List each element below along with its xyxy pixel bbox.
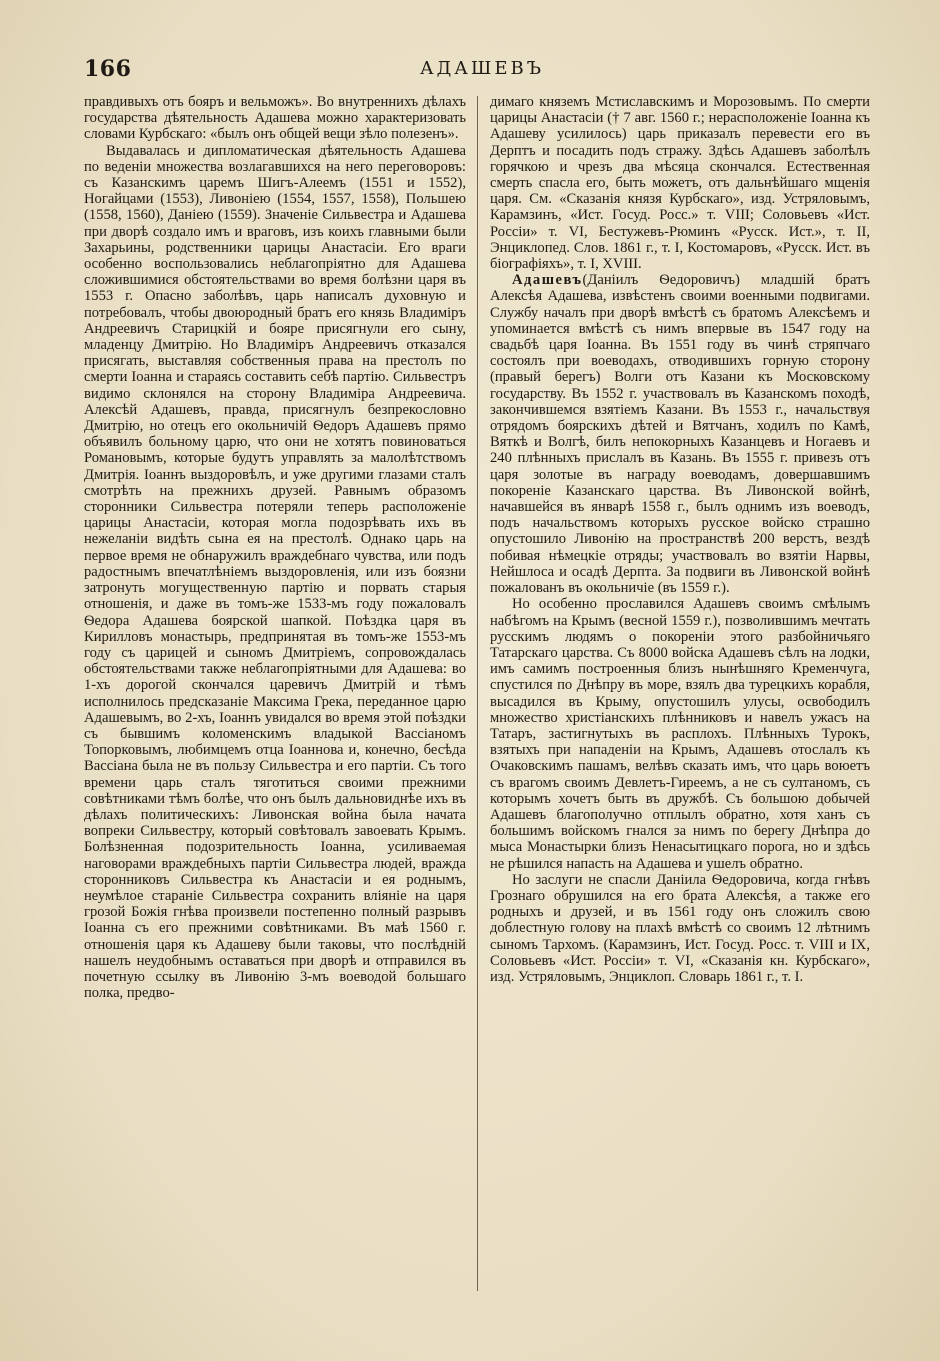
right-paragraph-2: младшій братъ Алексѣя Адашева, извѣстенъ своими военными подвигами. Службу началъ при дворѣ вмѣстѣ съ братомъ Алексѣемъ и упоминается вмѣстѣ съ нимъ впервые въ 1547 году на свадьбѣ царя Іоанна. Въ 1551 году въ чинѣ стряпчаго состоялъ при воеводахъ, отводившихъ горную сторону (правый берегъ) Волги отъ Казани къ Московскому государству. Въ 1552 г. участвовалъ въ Казанскомъ походѣ, закончившемся взятіемъ Казани. Въ 1553 г., начальствуя отрядомъ боярскихъ дѣтей и Вятчанъ, ходилъ по Камѣ, Вяткѣ и Волгѣ, билъ непокорныхъ Казанцевъ и Ногаевъ и 240 плѣнныхъ прислалъ въ Казань. Въ 1555 г. привезъ отъ царя золотые въ награду воеводамъ, довершавшимъ покореніе Казанскаго царства. Въ Ливонской войнѣ, начавшейся въ январѣ 1558 г., былъ однимъ изъ воеводъ, подъ начальствомъ которыхъ русское войско страшно опустошило Ливонію на пространствѣ 200 верстъ, вездѣ побивая нѣмецкіе отряды; участвовалъ во взятіи Нарвы, Нейшлоса и осадѣ Дерпта. За подвиги въ Ливонской войнѣ пожалованъ въ окольничіе (въ 1559 г.). [490, 272, 870, 597]
column-divider [477, 96, 478, 1291]
right-paragraph-3: Но особенно прославился Адашевъ своимъ смѣлымъ набѣгомъ на Крымъ (весной 1559 г.), позволившимъ мечтать русскимъ людямъ о покореніи этого разбойничьяго Татарскаго царства. Съ 8000 войска Адашевъ сѣлъ на лодки, имъ самимъ построенныя близъ нынѣшняго Кременчуга, спустился по Днѣпру въ море, взялъ два турецкихъ корабля, высадился въ Крыму, опустошилъ улусы, освободилъ множество христіанскихъ плѣнниковъ и навелъ ужасъ на Татаръ, застигнутыхъ въ расплохъ. Плѣнныхъ Турокъ, взятыхъ при нападеніи на Крымъ, Адашевъ отослалъ къ Очаковскимъ пашамъ, велѣвъ сказать имъ, что царь воюетъ съ врагомъ своимъ Девлетъ-Гиреемъ, а не съ султаномъ, съ которымъ хочетъ быть въ дружбѣ. Съ большою добычей Адашевъ благополучно отплылъ обратно, хотя ханъ съ большимъ войскомъ гнался за нимъ по берегу Днѣпра до мыса Монастырки близъ Ненасытицкаго порога, но и здѣсь не рѣшился напасть на Адашева и ушелъ обратно. [490, 596, 870, 872]
running-head: АДАШЕВЪ [419, 58, 545, 79]
right-paragraph-4: Но заслуги не спасли Даніила Ѳедоровича, когда гнѣвъ Грознаго обрушился на его брата Алексѣя, а также его родныхъ и друзей, и въ 1561 году онъ сложилъ свою доблестную голову на плахѣ вмѣстѣ со своимъ 12 лѣтнимъ сыномъ Тархомъ. (Карамзинъ, Ист. Госуд. Росс. т. VIII и IX, Соловьевъ «Ист. Россіи» т. VI, «Сказанія кн. Курбскаго», изд. Устряловымъ, Энциклоп. Словарь 1861 г., т. I. [490, 871, 870, 985]
left-paragraph-1: правдивыхъ отъ бояръ и вельможъ». Во внутреннихъ дѣлахъ государства дѣятельность Адашева можно характеризовать словами Курбскаго: «былъ онъ общей вещи зѣло полезенъ». [84, 94, 466, 143]
right-column [490, 94, 870, 1301]
page-header [84, 56, 880, 86]
entry-adashev-daniil [490, 272, 870, 596]
left-column [84, 94, 466, 1301]
entry-subtitle: (Даніилъ Ѳедоровичъ) [582, 272, 740, 289]
left-paragraph-2: Выдавалась и дипломатическая дѣятельность Адашева по веденіи множества возлагавшихся на него переговоровъ: съ Казанскимъ царемъ Шигъ-Алеемъ (1551 и 1552), Ногайцами (1553), Ливоніею (1554, 1557, 1558), Польшею (1558, 1560), Даніею (1559). Значеніе Сильвестра и Адашева при дворѣ создало имъ и враговъ, изъ коихъ главными были Захарьины, родственники царицы Анастасіи. Его враги особенно воспользовались неблагопріятно для Адашева сложившимися обстоятельствами во время болѣзни царя въ 1553 г. Опасно заболѣвъ, царь написалъ духовную и потребовалъ, чтобы двоюродный братъ его князь Владиміръ Андреевичъ Старицкій и бояре присягнули его сыну, младенцу Дмитрію. Но Владиміръ Андреевичъ отказался присягать, выставляя собственныя права на престолъ по смерти Іоанна и стараясь составить себѣ партію. Сильвестръ видимо склонялся на сторону Владиміра Андреевича. Алексѣй Адашевъ, правда, присягнулъ безпрекословно Дмитрію, но отецъ его окольничій Ѳедоръ Адашевъ прямо объявилъ больному царю, что они не хотятъ повиноваться Романовымъ, которые будутъ управлять за малолѣтствомъ Дмитрія. Іоаннъ выздоровѣлъ, и уже другими глазами сталъ смотрѣть на прежнихъ друзей. Равнымъ образомъ сторонники Сильвестра потеряли теперь расположеніе царицы Анастасіи, которая могла подозрѣвать ихъ въ нежеланіи видѣть сына ея на престолѣ. Однако царь на первое время не обнаружилъ враждебнаго чувства, или подъ радостнымъ впечатлѣніемъ выздоровленія, или изъ боязни затронуть могущественную партію и порвать старыя отношенія, и даже въ томъ-же 1533-мъ году пожаловалъ Ѳедора Адашева боярской шапкой. Поѣздка царя въ Кирилловъ монастырь, предпринятая въ томъ-же 1553-мъ году съ царицей и сыномъ Дмитріемъ, сопровождалась обстоятельствами также неблагопріятными для Адашева: во 1-хъ дорогой скончался царевичъ Дмитрій и тѣмъ исполнилось предсказаніе Максима Грека, переданное царю Адашевымъ, во 2-хъ, Іоаннъ увидался во время этой поѣздки съ бывшимъ коломенскимъ владыкой Вассіаномъ Топорковымъ, любимцемъ отца Іоаннова и, конечно, бесѣда Вассіана была не въ пользу Сильвестра и его партіи. Съ того времени царь сталъ тяготиться своими прежними совѣтниками тѣмъ болѣе, что онъ былъ дальновиднѣе ихъ въ дѣлахъ политическихъ: Ливонская война была начата вопреки Сильвестру, который совѣтовалъ завоевать Крымъ. Болѣзненная подозрительность Іоанна, усиливаемая наговорами враждебныхъ партіи Сильвестра людей, вражда сторонниковъ Сильвестра къ Анастасіи и ея роднымъ, неумѣлое стараніе Сильвестра сохранить вліяніе на царя грозой Божія гнѣва произвели постепенно полный разрывъ Іоанна съ его прежними совѣтниками. Въ маѣ 1560 г. отношенія царя къ Адашеву были таковы, что послѣдній нашелъ неудобнымъ оставаться при дворѣ и отправился въ почетную ссылку въ Ливонію 3-мъ воеводой большаго полка, предво- [84, 142, 466, 1002]
right-paragraph-1: димаго княземъ Мстиславскимъ и Морозовымъ. По смерти царицы Анастасіи († 7 авг. 1560 г.; нерасположеніе Іоанна къ Адашеву усилилось) царь приказалъ перевести его въ Дерптъ и посадить подъ стражу. Здѣсь Адашевъ заболѣлъ горячкою и чрезъ два мѣсяца скончался. Естественная смерть спасла его, быть можетъ, отъ дальнѣйшаго мщенія царя. См. «Сказанія князя Курбскаго», изд. Устряловымъ, Карамзинъ, «Ист. Госуд. Росс.» т. VIII; Соловьевъ «Ист. Россіи» т. VI, Бестужевъ-Рюминъ «Русск. Ист.», т. II, Энциклопед. Слов. 1861 г., т. I, Костомаровъ, «Русск. Ист. въ біографіяхъ», т. I, XVIII. [490, 94, 870, 273]
entry-heading: Адашевъ [512, 272, 583, 289]
page-number: 166 [84, 56, 132, 82]
